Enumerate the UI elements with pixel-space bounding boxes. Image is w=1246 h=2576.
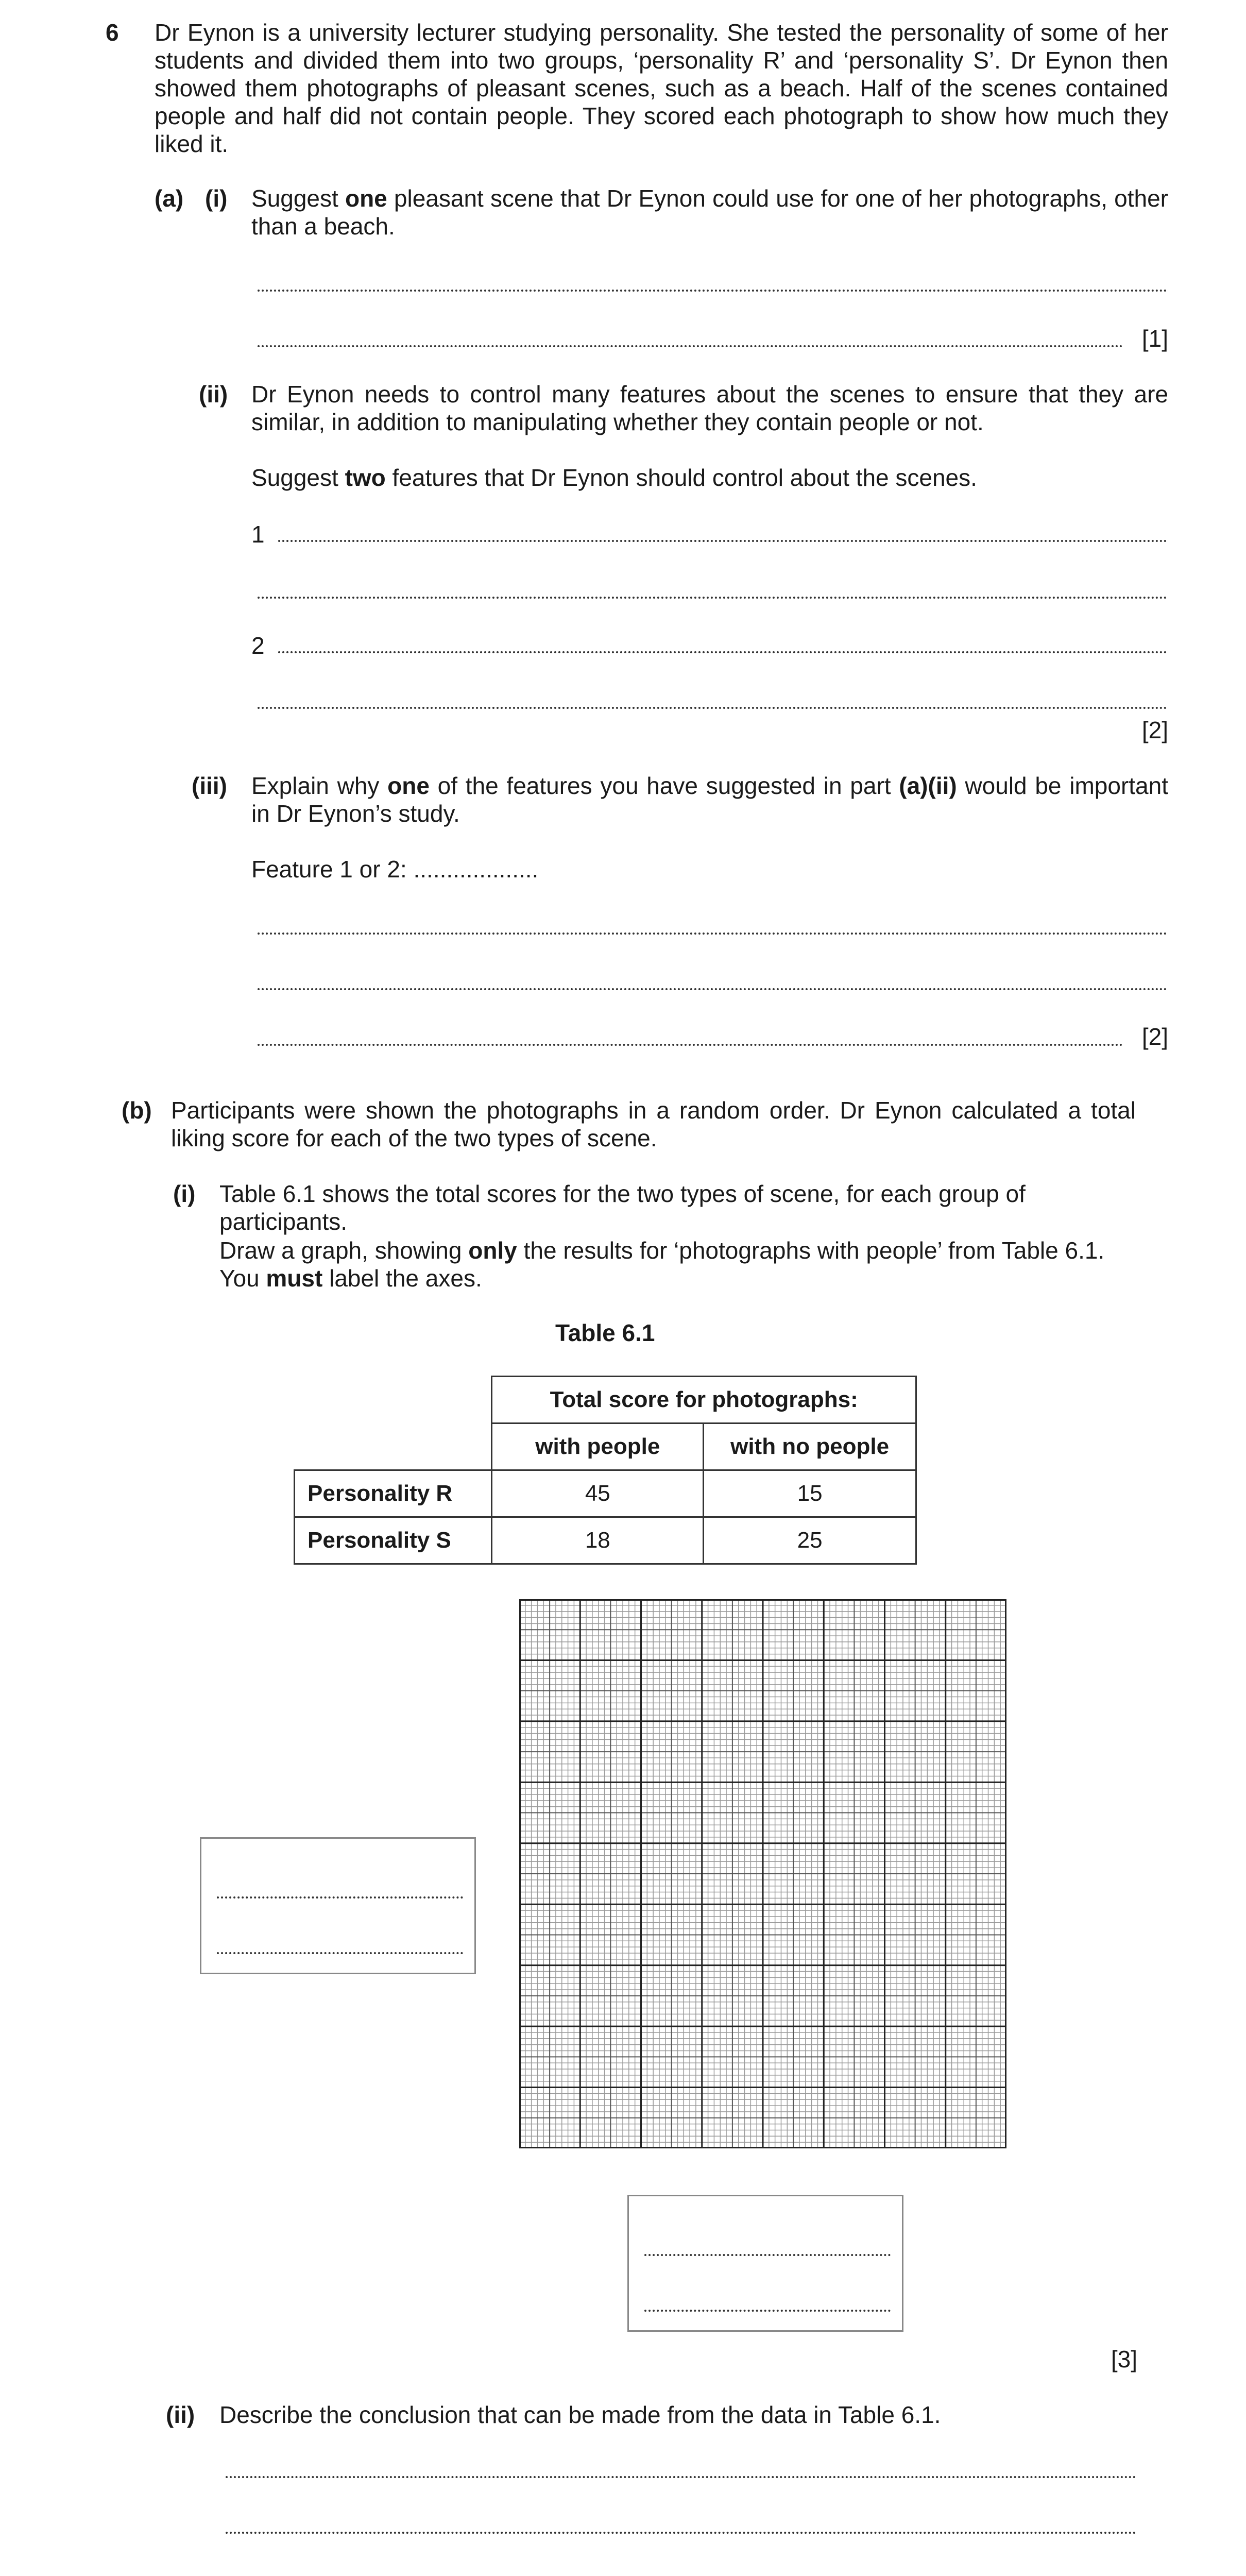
part-a-ii-text: Dr Eynon needs to control many features about the scenes to ensure that they are similar, in addition to manipulating whether they contain people or not. [251,381,1168,435]
part-a-iii-label: (iii) [192,772,227,799]
table-6-1 [294,1376,917,1565]
table-row [295,1517,916,1564]
marks-b-i: [3] [1111,2346,1137,2372]
part-b-i-label: (i) [173,1180,196,1207]
answer-line[interactable] [258,707,1167,709]
part-b-i-axes-instruction: You must label the axes. [219,1265,482,1292]
part-b-i-text: Table 6.1 shows the total scores for the two types of scene, for each group of participants. [219,1180,1026,1235]
feature-number-2: 2 [251,632,265,659]
part-b-i-draw-instruction: Draw a graph, showing only the results for ‘photographs with people’ from Table 6.1. [219,1237,1105,1264]
table-header-total-score: Total score for photographs: [492,1377,916,1423]
answer-line[interactable] [278,651,1167,653]
question-stem: Dr Eynon is a university lecturer studying personality. She tested the personality of some of her students and divided them into two groups, ‘personality R’ and ‘personality S’. Dr Eynon then showed them photographs of pleasant scenes, such as a beach. Half of the scenes contained people and half did not contain people. They scored each photograph to show how much they liked it. [155,19,1168,157]
answer-line[interactable] [226,2476,1136,2478]
part-a-iii-text: Explain why one of the features you have suggested in part (a)(ii) would be important in Dr Eynon’s study. [251,772,1168,827]
cell-with-people: 18 [492,1517,704,1564]
part-b-ii-label: (ii) [166,2401,195,2428]
part-a-ii-label: (ii) [199,381,228,408]
answer-line[interactable] [226,2532,1136,2534]
cell-no-people: 15 [704,1470,916,1517]
answer-line[interactable] [217,1952,463,1954]
feature-prompt: Feature 1 or 2: ................... [251,856,539,883]
part-a-i-label: (i) [205,185,228,212]
part-a-i-text: Suggest one pleasant scene that Dr Eynon could use for one of her photographs, other than a beach. [251,185,1169,240]
row-label: Personality S [295,1517,492,1564]
answer-line[interactable] [258,597,1167,599]
table-title: Table 6.1 [555,1319,655,1346]
answer-line[interactable] [644,2310,891,2312]
table-header-with-people: with people [492,1423,704,1470]
answer-line[interactable] [258,290,1167,292]
table-header-no-people: with no people [704,1423,916,1470]
cell-no-people: 25 [704,1517,916,1564]
graph-paper-grid[interactable] [519,1599,1006,2148]
row-label: Personality R [295,1470,492,1517]
question-number: 6 [106,19,119,46]
answer-line[interactable] [258,933,1167,935]
part-a-label: (a) [155,185,184,212]
answer-line[interactable] [258,1044,1123,1046]
answer-line[interactable] [258,988,1167,990]
marks-a-iii: [2] [1141,1023,1168,1050]
part-b-ii-text: Describe the conclusion that can be made from the data in Table 6.1. [219,2401,941,2428]
feature-number-1: 1 [251,521,265,548]
part-b-label: (b) [122,1097,152,1124]
marks-a-ii: [2] [1141,717,1168,743]
answer-line[interactable] [278,540,1167,542]
part-b-text: Participants were shown the photographs in a random order. Dr Eynon calculated a total liking score for each of the two types of scene. [171,1097,1136,1151]
answer-line[interactable] [217,1896,463,1899]
cell-with-people: 45 [492,1470,704,1517]
x-axis-label-box[interactable] [627,2195,903,2332]
marks-a-i: [1] [1141,325,1168,352]
answer-line[interactable] [644,2254,891,2256]
answer-line[interactable] [258,345,1123,347]
y-axis-label-box[interactable] [200,1837,476,1974]
part-a-ii-prompt: Suggest two features that Dr Eynon should control about the scenes. [251,464,977,491]
table-row [295,1470,916,1517]
